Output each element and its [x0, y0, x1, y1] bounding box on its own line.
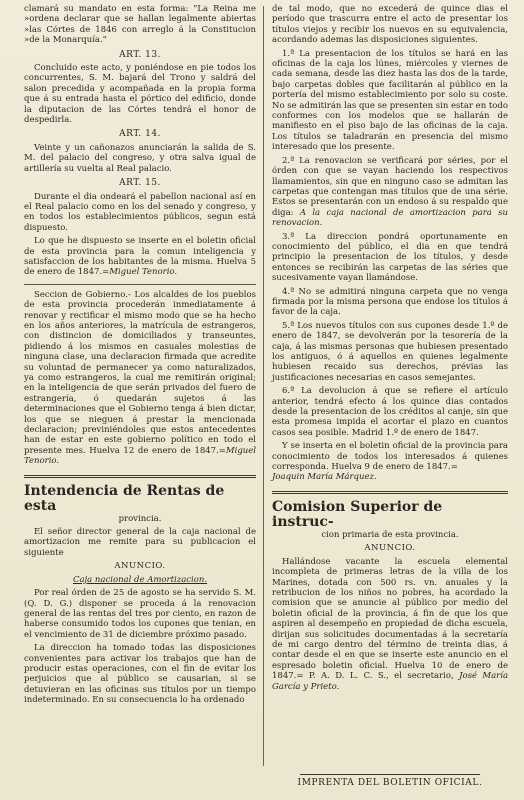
paragraph: clamará su mandato en esta forma: "La Reina me »ordena declarar que se hallan legalmente abiertas »las Córtes de 1846 con arreglo á la Constitucion »de la Monarquía." — [24, 4, 256, 46]
paragraph: La direccion ha tomado todas las disposiciones convenientes para activar los trabajos que han de producir estas operaciones, con el fin de evitar los perjuicios que al público se causarian, si se detuvieran en las oficinas sus títulos por un tiempo indeterminado. En su consecuencia lo ha ordenado — [24, 643, 256, 706]
paragraph: 6.ª La devolucion á que se refiere el artículo anterior, tendrá efecto á los quince dias contados desde la presentacion de los créditos al canje, sin que esta promesa impida el acortar el plazo en cuantos casos sea posible. Madrid 1.º de enero de 1847. — [272, 386, 508, 438]
right-column — [272, 4, 508, 695]
paragraph: de tal modo, que no excederá de quince dias el período que trascurra entre el acto de presentar los títulos viejos y recibir los nuevos en su equivalencia, acordando ademas las disposiciones siguientes. — [272, 4, 508, 46]
divider — [24, 284, 256, 285]
section-divider — [272, 491, 508, 494]
signature: Miguel Tenorio. — [109, 267, 178, 278]
signature: José María García y Prieto. — [272, 671, 509, 692]
paragraph — [272, 156, 508, 229]
section-heading: Intendencia de Rentas de esta — [24, 482, 225, 514]
article-heading: ART. 15. — [119, 178, 161, 189]
paragraph: Por real órden de 25 de agosto se ha servido S. M. (Q. D. G.) disponer se proceda á la renovacion general de las rentas del tres por ciento, en razon de haberse consumido todos los cupones que tenian, en el vencimiento de 31 de diciembre próximo pasado. — [24, 588, 256, 640]
paragraph-text: Lo que he dispuesto se inserte en el boletin oficial de esta provincia para la comun inteligencia y satisfaccion de los habitantes de la misma. Huelva 5 de enero de 1847.= — [24, 236, 256, 278]
column-divider — [263, 6, 264, 766]
paragraph-text: Hallándose vacante la escuela elemental incompleta de primeras letras de la villa de los Marines, dotada con 500 rs. vn. anuales y la retribucion de los niños no pobres, ha acordado la comision que se anuncie al público por medio del boletin oficial de la provincia, á fin de que los que aspiren al desempeño en propiedad de dicha escuela, dirijan sus solicitudes documentadas á la secretaría de mi cargo dentro del término de treinta dias, á contar desde el en que se inserte este anuncio en el espresado boletin oficial. Huelva 10 de enero de 1847.= — [272, 556, 508, 682]
signature: Joaquin María Márquez. — [272, 472, 377, 483]
section-heading: Comision Superior de instruc- — [272, 498, 443, 530]
section-divider — [24, 475, 256, 478]
paragraph — [272, 441, 508, 483]
signature-prefix: P. A. D. L. C. S., el secretario, — [308, 671, 454, 682]
section-subheading: cion primaria de esta provincia. — [321, 529, 459, 540]
paragraph-text: Seccion de Gobierno.- Los alcaldes de los pueblos de esta provincia procederán inmediatamente á renovar y rectificar el mismo modo que se ha hecho en los años anteriores, la matrícula de estrangeros, con distincion de domiciliados y transeuntes, pidiendo á los mismos en casuales molestias de ninguna clase, una declaracion firmada que acredite su voluntad de permanecer ya como naturalizados, ya como estrangeros, la cual me remitirán original; en la inteligencia de que serán privados del fuero de estrangería, ó quedarán sujetos á las determinaciones que el Gobierno tenga á bien dictar, los que se nieguen á prestar la mencionada declaracion; previniéndoles que estos antecedentes han de estar en este gobierno político en todo el presente mes. Huelva 12 de enero de 1847.= — [24, 289, 256, 456]
section-subheading: provincia. — [118, 513, 162, 524]
paragraph-text: 2.ª La renovacion se verificará por séries, por el órden con que se vayan haciendo los respectivos llamamientos, sin que en ninguno caso se admitan las carpetas que contengan mas títulos que de una série. Estos se presentarán con un endoso á su respaldo que diga: — [272, 155, 508, 218]
paragraph: Concluido este acto, y poniéndose en pie todos los concurrentes, S. M. bajará del Trono y saldrá del salon precedida y acompañada en la propia forma que á su entrada hasta el pórtico del edificio, donde la diputacion de las Córtes tendrá el honor de despedirla. — [24, 63, 256, 126]
paragraph — [272, 557, 508, 692]
paragraph-text: Y se inserta en el boletin oficial de la provincia para conocimiento de todos los interesados á quienes corresponda. Huelva 9 de enero de 1847.= — [272, 441, 508, 473]
italic-text: A la caja nacional de amortizacion para su renovacion. — [272, 207, 508, 229]
paragraph: Veinte y un cañonazos anunciarán la salida de S. M. del palacio del congreso, y otra salva igual de artillería su vuelta al Real palacio. — [24, 142, 256, 174]
signature: Miguel Tenorio. — [24, 445, 256, 467]
paragraph — [24, 290, 256, 467]
footer-rule — [300, 774, 480, 775]
paragraph: 1.ª La presentacion de los títulos se hará en las oficinas de la caja los lúnes, miércoles y viernes de cada semana, desde las diez hasta las dos de la tarde, bajo carpetas dobles que facilitarán al público en la portería del mismo establecimiento por solo su coste. No se admitirán las que se presenten sin estar en todo conformes con los modelos que se hallarán de manifiesto en el piso bajo de las oficinas de la caja. Los títulos se taladrarán en presencia del mismo interesado que los presente. — [272, 48, 508, 153]
printer-imprint: IMPRENTA DEL BOLETIN OFICIAL. — [297, 778, 483, 788]
paragraph: 4.ª No se admitirá ninguna carpeta que no venga firmada por la misma persona que endose los títulos á favor de la caja. — [272, 286, 508, 318]
article-heading: ART. 14. — [119, 129, 161, 140]
paragraph: 3.ª La direccion pondrá oportunamente en conocimiento del público, el dia en que tendrá principio la presentacion de los títulos, y desde entonces se recibirán las carpetas de las séries que sucesivamente vayan llamándose. — [272, 231, 508, 284]
paragraph: Durante el dia ondeará el pabellon nacional así en el Real palacio como en los del senado y congreso, y en todos los establecimientos públicos, segun está dispuesto. — [24, 191, 256, 233]
anuncio-heading: ANUNCIO. — [114, 561, 166, 572]
article-heading: ART. 13. — [119, 49, 161, 60]
paragraph: 5.ª Los nuevos títulos con sus cupones desde 1.º de enero de 1847, se devolverán por la tesorería de la caja, á las mismas personas que hubiesen presentado los antiguos, ó á aquellos en quienes legalmente hubiesen recaido sus derechos, prévias las justificaciones necesarias en casos semejantes. — [272, 320, 508, 383]
caja-heading: Caja nacional de Amortizacion. — [72, 574, 208, 585]
anuncio-heading: ANUNCIO. — [364, 543, 416, 554]
paragraph: El señor director general de la caja nacional de amortizacion me remite para su publicacion el siguiente — [24, 527, 256, 558]
left-column — [24, 4, 256, 709]
paragraph — [24, 236, 256, 278]
